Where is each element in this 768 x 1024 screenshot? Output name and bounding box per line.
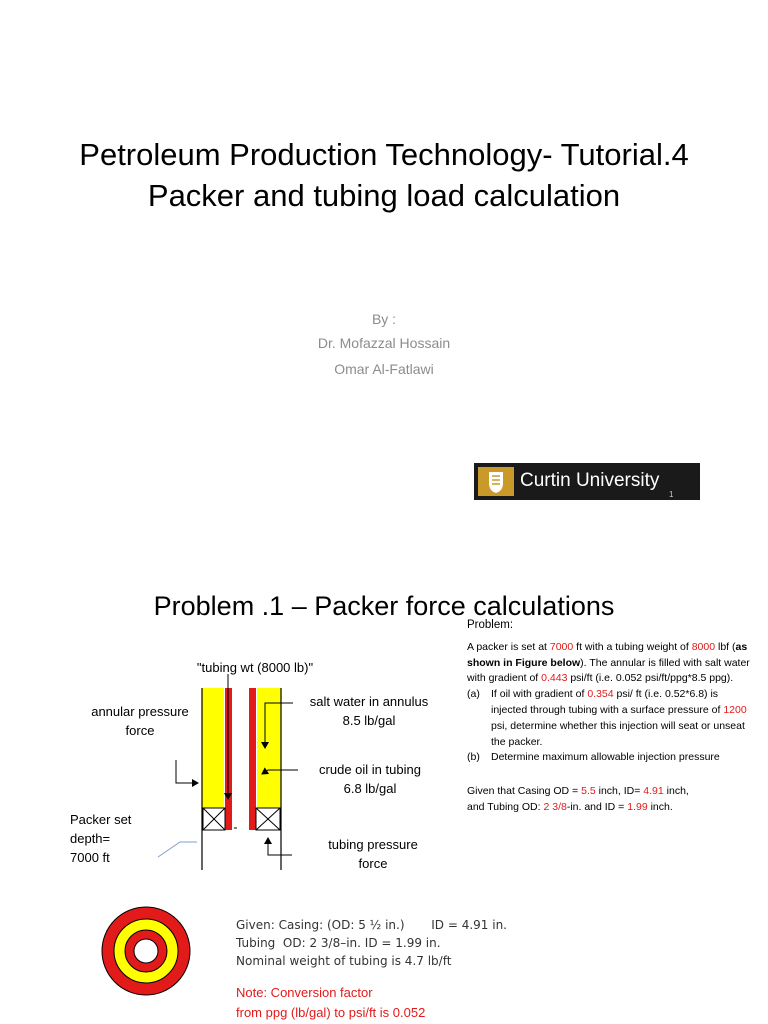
annular-force-arrow <box>176 760 198 783</box>
curtin-university-logo <box>474 463 700 500</box>
problem-statement <box>467 618 757 816</box>
crude-oil-label: crude oil in tubing 6.8 lb/gal <box>319 762 421 796</box>
author-2: Omar Al-Fatlawi <box>334 361 434 377</box>
tubing-wall-right <box>249 688 256 830</box>
problem-slide <box>0 560 768 1024</box>
cross-section-icon <box>100 905 192 997</box>
question-a: (a) If oil with gradient of 0.354 psi/ ft (i.e. 0.52*6.8) is injected through tubing with a surface pressure of 1200 psi, determine whether this injection will seat or unseat the packer. <box>467 688 747 748</box>
problem-heading: Problem: <box>467 619 514 631</box>
slide-number: 1 <box>669 490 674 499</box>
annular-pressure-label: annular pressure force <box>91 704 189 738</box>
conversion-note: Note: Conversion factor from ppg (lb/gal) to psi/ft is 0.052 <box>236 985 426 1020</box>
problem-intro: A packer is set at 7000 ft with a tubing weight of 8000 lbf (as shown in Figure below). The annular is filled with salt water with gradient of 0.443 psi/ft (i.e. 0.052 psi/ft/ppg*8.5 ppg). <box>467 640 750 685</box>
by-label: By : <box>371 311 397 327</box>
packer-depth-label: Packer set depth= 7000 ft <box>70 812 132 865</box>
packer-left-icon <box>203 808 225 830</box>
annulus-left <box>202 688 224 808</box>
author-1: Dr. Mofazzal Hossain <box>317 335 451 351</box>
given-tubing: Tubing OD: 2 3/8–in. ID = 1.99 in. <box>236 936 441 950</box>
tubing-weight-label: "tubing wt (8000 lb)" <box>196 660 314 675</box>
university-crest-icon <box>478 467 514 496</box>
slide-title-line1: Petroleum Production Technology- Tutorial.4 <box>79 137 689 172</box>
packer-right-icon <box>256 808 280 830</box>
given-casing: Given: Casing: (OD: 5 ½ in.) ID = 4.91 in. <box>236 918 507 932</box>
given-dimensions: Given that Casing OD = 5.5 inch, ID= 4.91 inch, and Tubing OD: 2 3/8-in. and ID = 1.99 inch. <box>467 785 689 813</box>
salt-water-label: salt water in annulus 8.5 lb/gal <box>309 694 429 728</box>
question-b: (b) Determine maximum allowable injection pressure <box>467 751 720 764</box>
tubing-force-arrow <box>268 838 292 855</box>
annulus-right <box>257 688 281 808</box>
given-weight: Nominal weight of tubing is 4.7 lb/ft <box>236 954 452 968</box>
logo-text: Curtin University <box>520 470 660 491</box>
packer-depth-pointer <box>158 842 197 857</box>
slide-title-line2: Packer and tubing load calculation <box>147 178 621 213</box>
given-specs <box>236 916 507 970</box>
problem-title: Problem .1 – Packer force calculations <box>153 591 615 621</box>
tubing-pressure-force-label: tubing pressure force <box>328 837 418 871</box>
